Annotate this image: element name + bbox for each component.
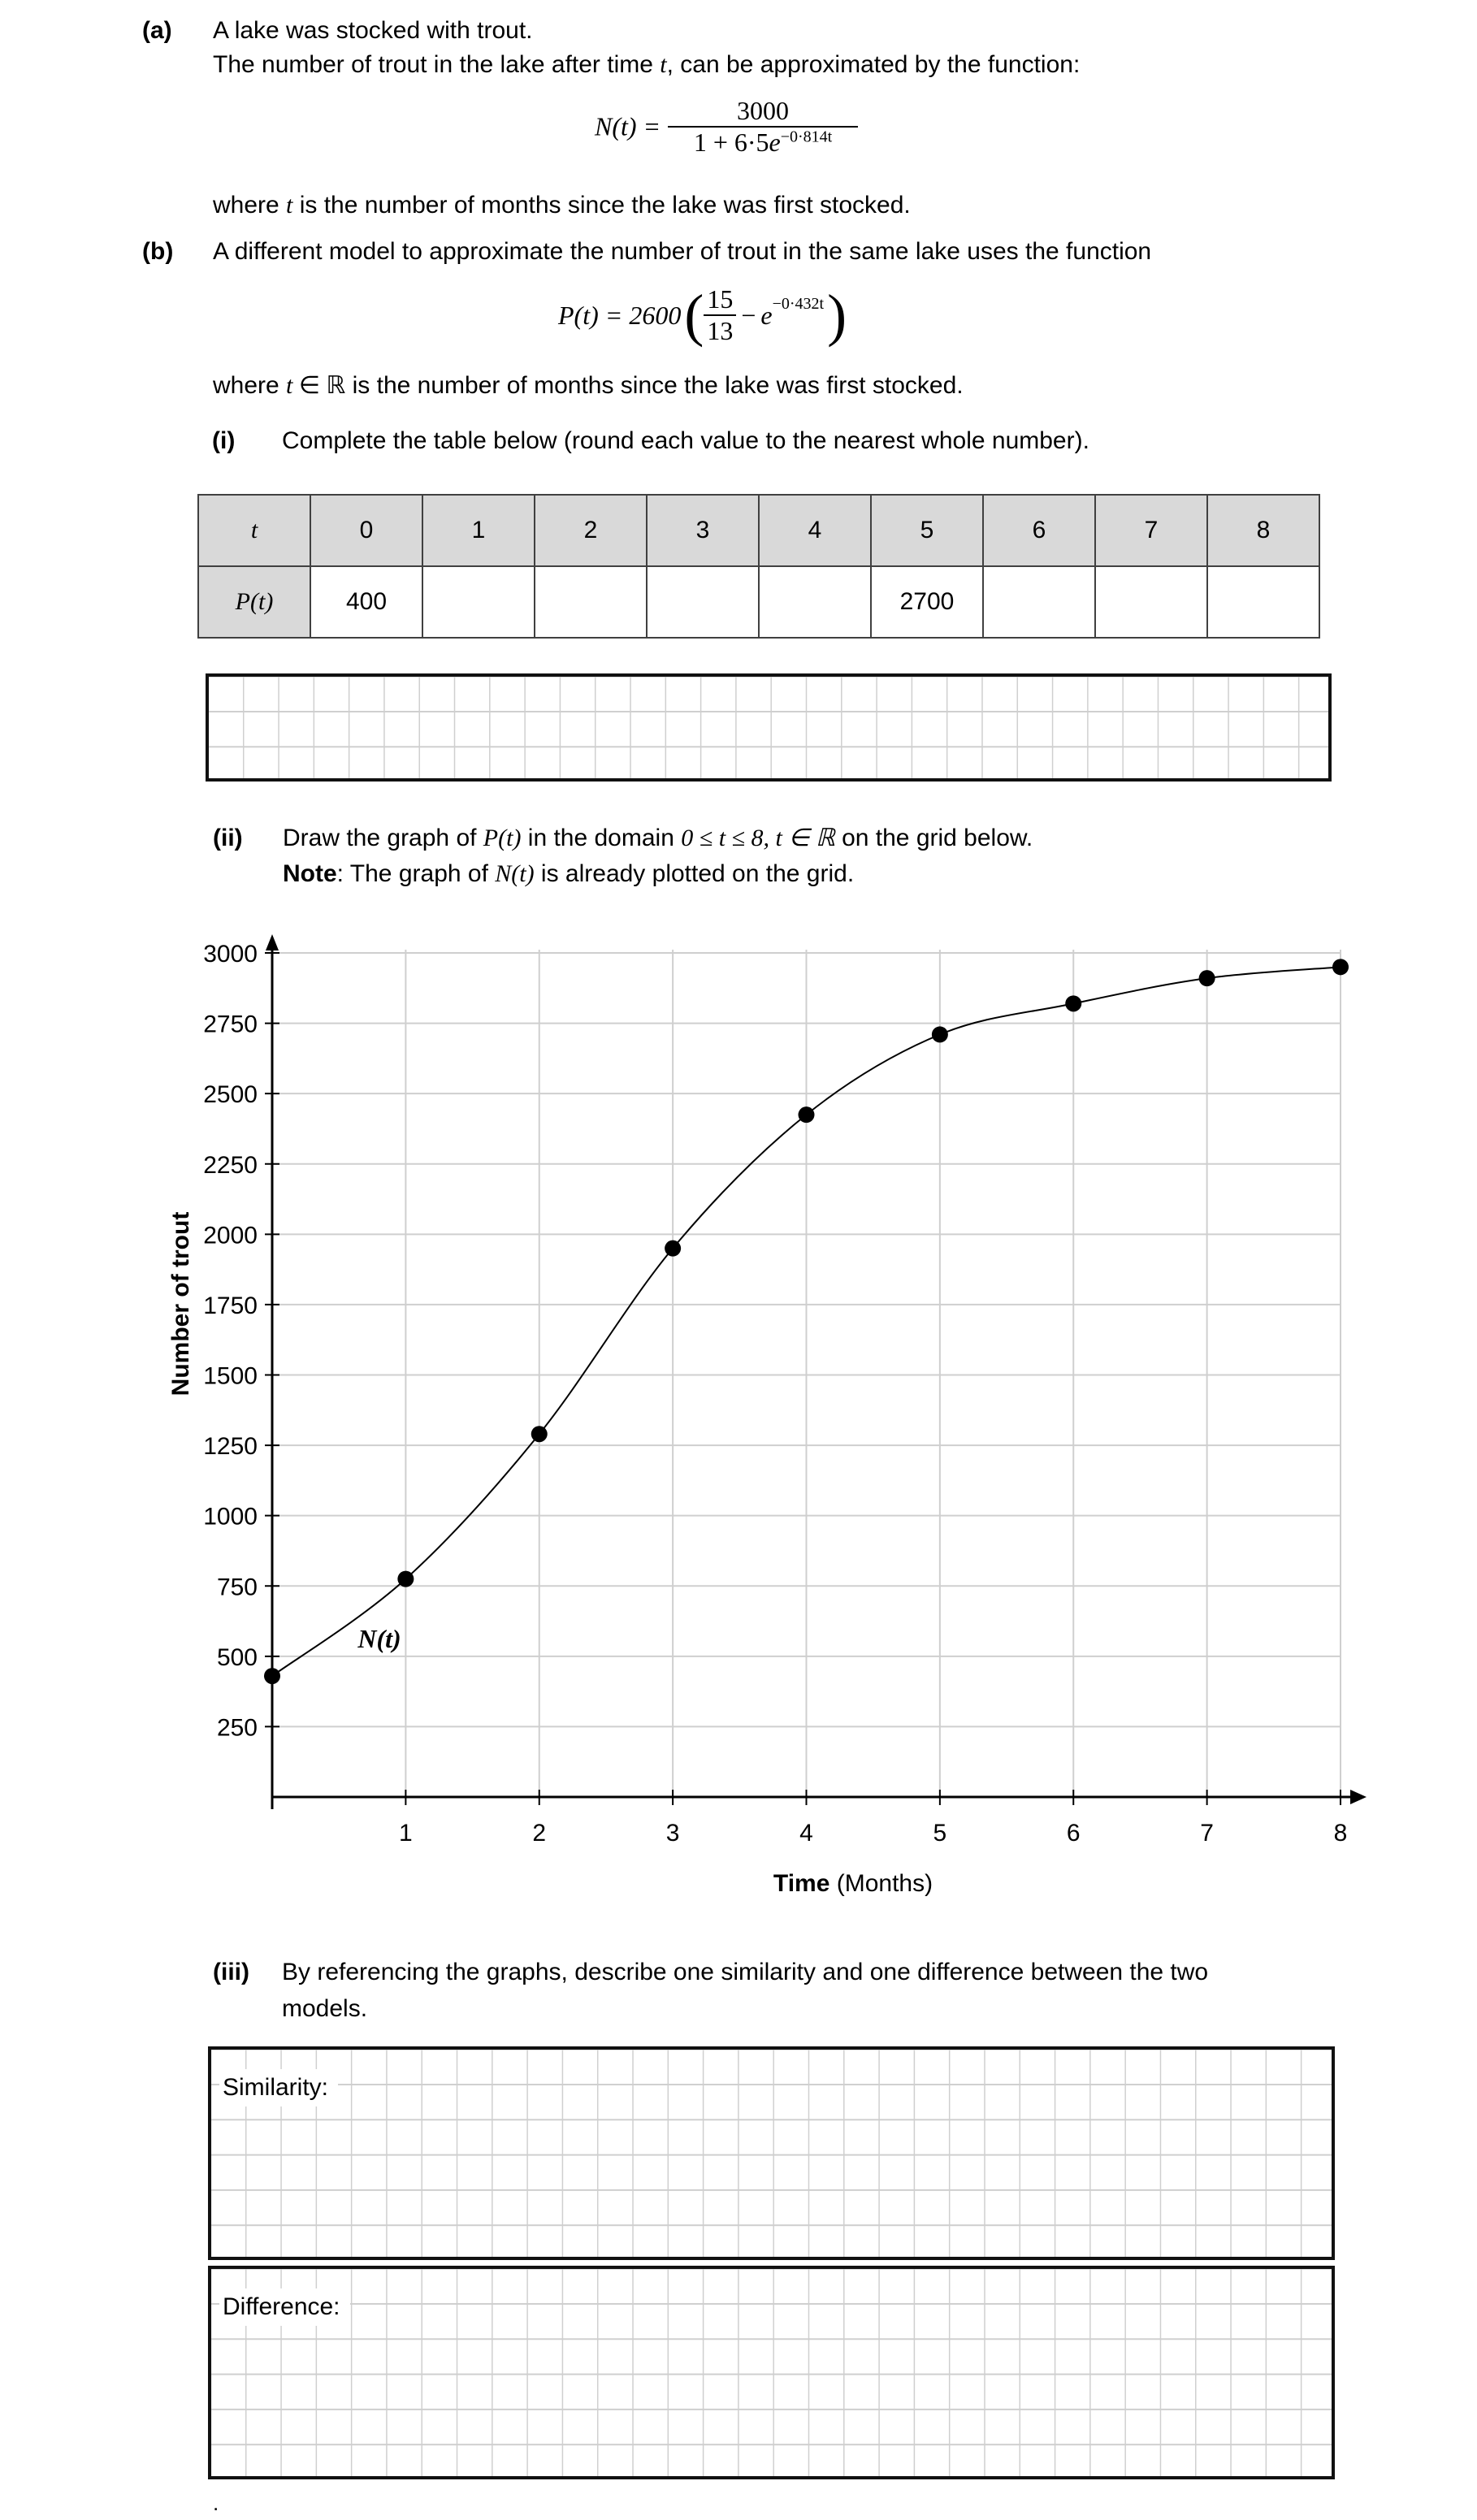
part-a-intro: A lake was stocked with trout. <box>213 17 533 44</box>
n-curve-label: N(t) <box>357 1624 401 1653</box>
footer-mark: . <box>213 2491 219 2515</box>
data-point-marker <box>665 1241 681 1257</box>
y-tick-label: 2250 <box>203 1151 258 1179</box>
chart-axes <box>265 934 1367 1809</box>
formula-p-fraction: $\frac{15}{13}$ <box>704 284 736 346</box>
table-header-p: P(t) <box>198 566 310 638</box>
data-point-marker <box>1065 995 1081 1011</box>
part-a-description: The number of trout in the lake after time t, can be approximated by the function: <box>213 51 1081 78</box>
table-cell-t: 8 <box>1207 495 1319 566</box>
y-tick-label: 500 <box>216 1643 258 1671</box>
table-cell-t: 1 <box>422 495 535 566</box>
x-tick-label: 3 <box>665 1820 680 1847</box>
difference-label: Difference: <box>219 2288 350 2326</box>
part-iii-label: (iii) <box>213 1959 249 1985</box>
x-tick-label: 4 <box>799 1820 813 1847</box>
y-tick-label: 1750 <box>203 1292 258 1319</box>
data-point-marker <box>397 1571 414 1587</box>
close-paren: ) <box>827 283 847 348</box>
part-ii-label: (ii) <box>213 825 243 851</box>
part-b-label: (b) <box>142 238 174 265</box>
x-tick-label: 8 <box>1333 1820 1348 1847</box>
similarity-answer-box[interactable] <box>208 2046 1335 2260</box>
formula-n-fraction: $\frac{3000}{1 + 6\cdot 5e^{-0\cdot 814t}}$ <box>668 96 858 158</box>
y-tick-label: 2750 <box>203 1011 258 1038</box>
open-paren: ( <box>684 283 704 348</box>
table-cell-t: 7 <box>1095 495 1207 566</box>
y-axis-label: Number of trout <box>167 1211 194 1396</box>
part-b-intro: A different model to approximate the number of trout in the same lake uses the function <box>213 238 1152 265</box>
table-cell-p[interactable]: 2700 <box>871 566 983 638</box>
x-tick-label: 5 <box>933 1820 947 1847</box>
chart-tick-labels <box>203 941 1347 1847</box>
y-tick-label: 250 <box>216 1714 258 1742</box>
table-header-t: t <box>198 495 310 566</box>
similarity-label: Similarity: <box>219 2069 338 2106</box>
y-axis-arrow-icon <box>266 934 279 950</box>
part-a-label: (a) <box>142 17 172 44</box>
part-ii-instruction: Draw the graph of P(t) in the domain 0 ≤ t ≤ 8, t ∈ ℝ on the grid below. <box>283 825 1033 851</box>
x-axis-arrow-icon <box>1350 1790 1367 1804</box>
data-point-marker <box>264 1668 280 1684</box>
formula-p: P(t) = 2600 ( $\frac{15}{13}$ − e $^{-0\cdot 432t}$ ) <box>558 283 847 348</box>
y-tick-label: 2000 <box>203 1222 258 1249</box>
part-i-instruction: Complete the table below (round each value to the nearest whole number). <box>282 427 1089 454</box>
x-tick-label: 7 <box>1200 1820 1214 1847</box>
x-tick-label: 2 <box>532 1820 547 1847</box>
part-iii-instruction-line2: models. <box>282 1995 368 2022</box>
y-tick-label: 750 <box>216 1574 258 1601</box>
data-point-marker <box>932 1026 948 1042</box>
formula-n: N(t) = $\frac{3000}{1 + 6\cdot 5e^{-0\cdot 814t}}$ <box>595 96 858 158</box>
x-tick-label: 6 <box>1066 1820 1081 1847</box>
table-cell-t: 6 <box>983 495 1095 566</box>
table-cell-t: 5 <box>871 495 983 566</box>
difference-answer-box[interactable] <box>208 2266 1335 2479</box>
part-ii-note: Note: The graph of N(t) is already plotted on the grid. <box>283 860 855 887</box>
table-cell-t: 2 <box>535 495 647 566</box>
table-cell-t: 4 <box>759 495 871 566</box>
x-tick-label: 1 <box>399 1820 413 1847</box>
chart-grid <box>272 950 1341 1797</box>
part-i-label: (i) <box>212 427 236 454</box>
table-cell-t: 0 <box>310 495 422 566</box>
data-point-marker <box>1332 959 1349 975</box>
data-point-marker <box>799 1106 815 1123</box>
y-tick-label: 1500 <box>203 1362 258 1390</box>
table-cell-p[interactable]: 400 <box>310 566 422 638</box>
part-iii-instruction-line1: By referencing the graphs, describe one similarity and one difference between the two <box>282 1959 1209 1985</box>
x-axis-label: Time (Months) <box>773 1870 933 1897</box>
part-a-where: where t is the number of months since the lake was first stocked. <box>213 192 911 219</box>
table-cell-t: 3 <box>647 495 759 566</box>
data-point-marker <box>1199 970 1215 986</box>
y-tick-label: 1250 <box>203 1433 258 1461</box>
y-tick-label: 3000 <box>203 941 258 968</box>
y-tick-label: 2500 <box>203 1081 258 1109</box>
y-tick-label: 1000 <box>203 1503 258 1531</box>
part-b-where: where t ∈ ℝ is the number of months since the lake was first stocked. <box>213 372 964 399</box>
data-point-marker <box>531 1426 548 1442</box>
